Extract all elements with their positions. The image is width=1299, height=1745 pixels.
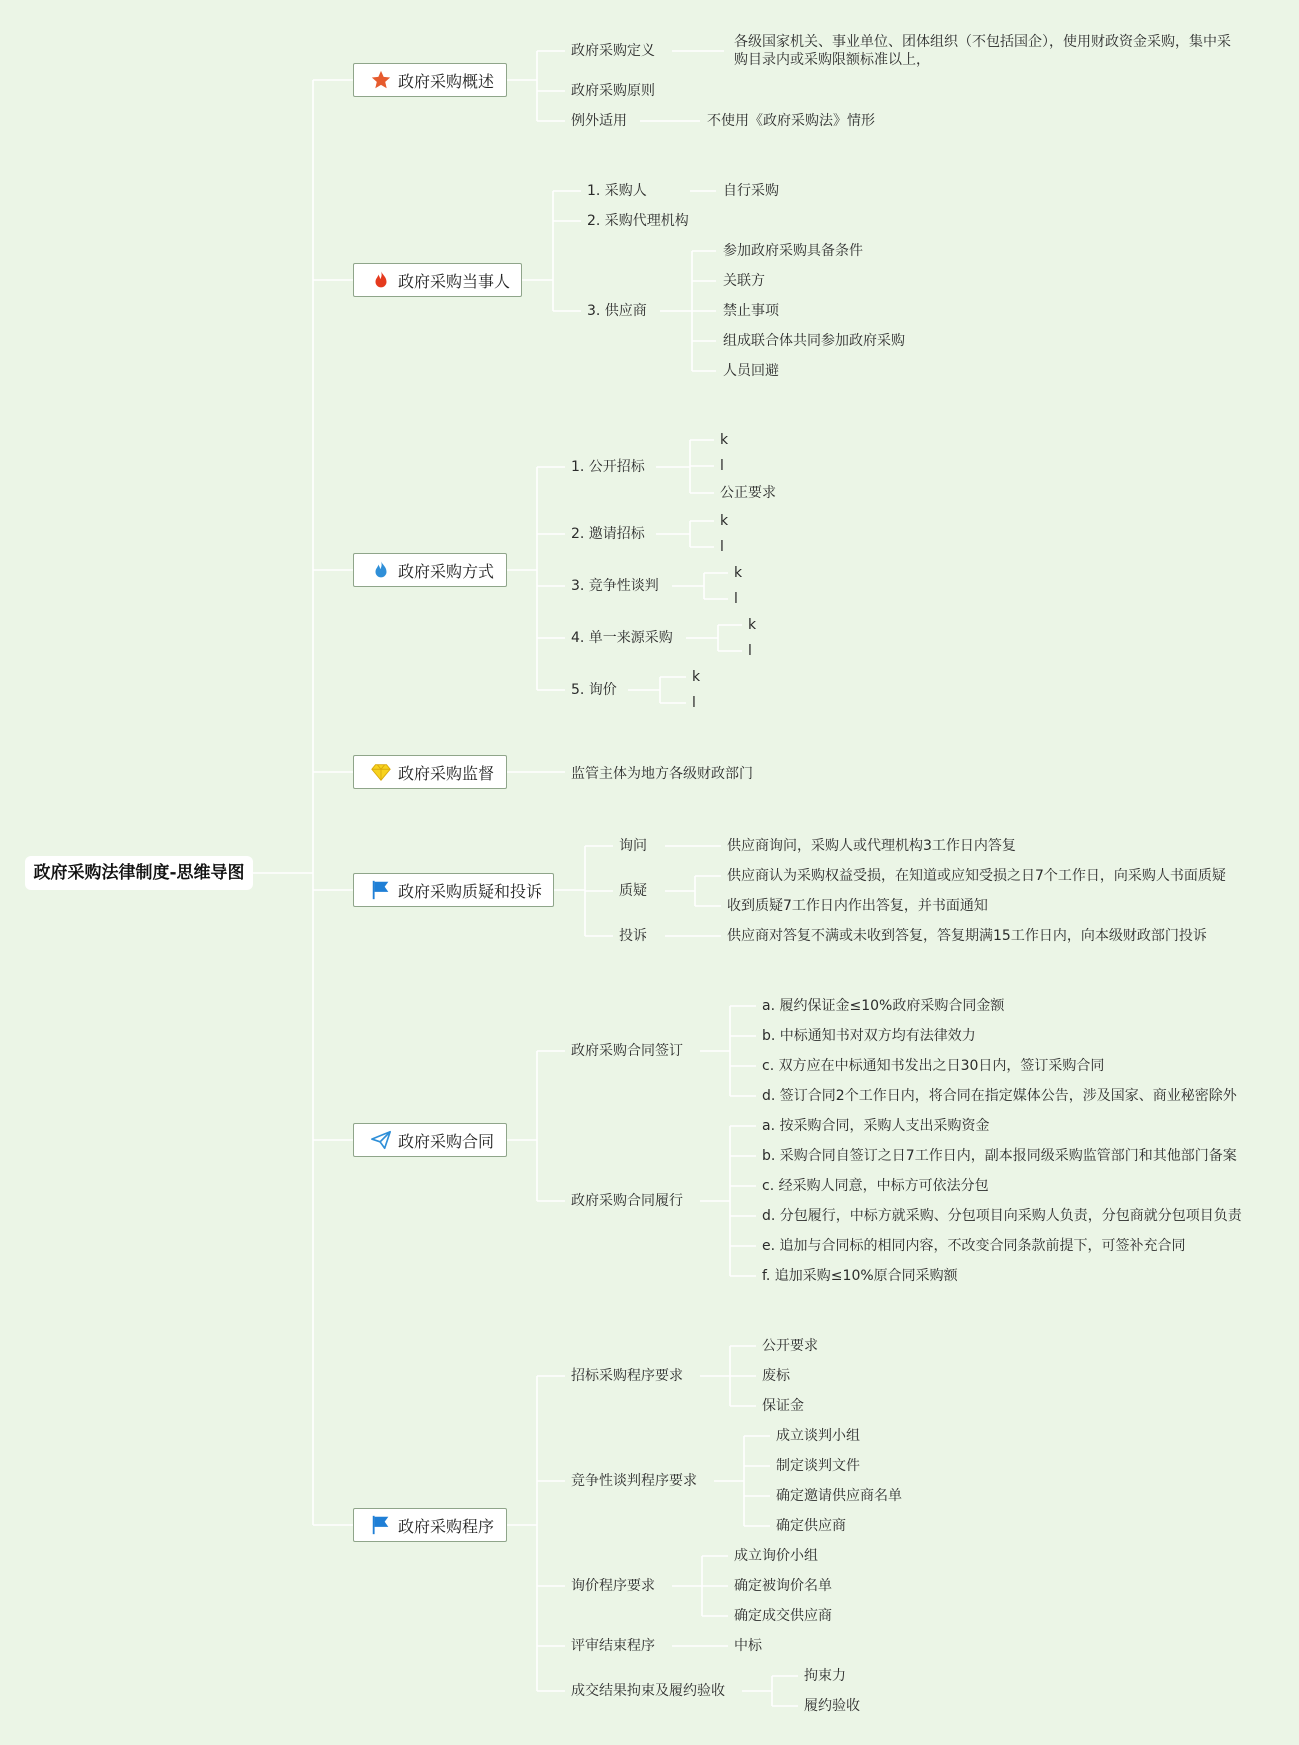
branch-label: 政府采购概述 [398, 71, 495, 91]
branch-label: 政府采购监督 [398, 763, 495, 783]
node-child[interactable]: 成立谈判小组 [776, 1428, 860, 1444]
node-label[interactable]: 投诉 [619, 928, 647, 944]
node-description[interactable]: 中标 [734, 1638, 762, 1654]
node-label[interactable]: 政府采购定义 [571, 43, 655, 59]
branch-label: 政府采购当事人 [398, 271, 511, 291]
node-child[interactable]: 供应商认为采购权益受损，在知道或应知受损之日7个工作日，向采购人书面质疑 [727, 868, 1226, 884]
node-child[interactable]: f. 追加采购≤10%原合同采购额 [762, 1268, 958, 1284]
node-child[interactable]: k [748, 617, 757, 633]
node-label[interactable]: 监管主体为地方各级财政部门 [571, 766, 753, 782]
node-child[interactable]: 确定供应商 [776, 1518, 846, 1534]
node-description[interactable]: 自行采购 [723, 183, 779, 199]
node-child[interactable]: 关联方 [723, 273, 765, 289]
node-label[interactable]: 1. 采购人 [587, 183, 647, 199]
node-child[interactable]: 确定邀请供应商名单 [776, 1488, 902, 1504]
node-child[interactable]: 人员回避 [723, 363, 779, 379]
flag-icon [370, 1514, 392, 1536]
node-child[interactable]: c. 双方应在中标通知书发出之日30日内，签订采购合同 [762, 1058, 1105, 1074]
node-description[interactable]: 不使用《政府采购法》情形 [707, 113, 875, 129]
branch-topic-complaints[interactable] [353, 873, 554, 907]
node-child[interactable]: k [734, 565, 743, 581]
node-child[interactable]: 制定谈判文件 [776, 1458, 860, 1474]
node-label[interactable]: 竞争性谈判程序要求 [571, 1473, 697, 1489]
node-child[interactable]: 禁止事项 [723, 303, 779, 319]
node-child[interactable]: 确定被询价名单 [734, 1578, 832, 1594]
node-description[interactable]: 各级国家机关、事业单位、团体组织（不包括国企），使用财政资金采购，集中采购目录内或采购限额标准以上， [734, 34, 1231, 68]
node-child[interactable]: 收到质疑7工作日内作出答复，并书面通知 [727, 898, 988, 914]
node-child[interactable]: l [734, 591, 738, 607]
node-child[interactable]: k [720, 432, 729, 448]
node-description[interactable]: 供应商询问，采购人或代理机构3工作日内答复 [727, 838, 1016, 854]
node-label[interactable]: 询问 [619, 838, 647, 854]
node-child[interactable]: d. 签订合同2个工作日内，将合同在指定媒体公告，涉及国家、商业秘密除外 [762, 1088, 1237, 1104]
branch-label: 政府采购程序 [398, 1516, 495, 1536]
branch-topic-overview[interactable] [353, 63, 507, 97]
node-child[interactable]: l [692, 695, 696, 711]
node-child[interactable]: 确定成交供应商 [734, 1608, 832, 1624]
branch-topic-contract[interactable] [353, 1123, 507, 1157]
node-child[interactable]: e. 追加与合同标的相同内容，不改变合同条款前提下，可签补充合同 [762, 1238, 1186, 1254]
node-label[interactable]: 询价程序要求 [571, 1578, 655, 1594]
paper-plane-icon [370, 1129, 392, 1151]
branch-topic-methods[interactable] [353, 553, 507, 587]
node-label[interactable]: 政府采购合同签订 [571, 1043, 683, 1059]
node-child[interactable]: 组成联合体共同参加政府采购 [723, 333, 905, 349]
star-icon [370, 69, 392, 91]
node-label[interactable]: 例外适用 [571, 113, 627, 129]
node-child[interactable]: l [748, 643, 752, 659]
node-label[interactable]: 3. 竞争性谈判 [571, 578, 659, 594]
node-label[interactable]: 3. 供应商 [587, 303, 647, 319]
node-label[interactable]: 4. 单一来源采购 [571, 630, 673, 646]
node-child[interactable]: 废标 [762, 1368, 790, 1384]
node-child[interactable]: l [720, 539, 724, 555]
branch-label: 政府采购质疑和投诉 [398, 881, 543, 901]
node-child[interactable]: 拘束力 [804, 1668, 846, 1684]
node-label[interactable]: 评审结束程序 [571, 1638, 655, 1654]
flame-blue-icon [370, 559, 392, 581]
node-label[interactable]: 质疑 [619, 883, 647, 899]
flag-icon [370, 879, 392, 901]
node-child[interactable]: 公正要求 [720, 485, 776, 501]
branch-label: 政府采购合同 [398, 1131, 495, 1151]
node-child[interactable]: b. 中标通知书对双方均有法律效力 [762, 1028, 976, 1044]
diamond-icon [370, 761, 392, 783]
branch-topic-procedure[interactable] [353, 1508, 507, 1542]
node-label[interactable]: 2. 采购代理机构 [587, 213, 689, 229]
node-child[interactable]: l [720, 458, 724, 474]
flame-red-icon [370, 269, 392, 291]
node-label[interactable]: 1. 公开招标 [571, 459, 645, 475]
node-child[interactable]: b. 采购合同自签订之日7工作日内，副本报同级采购监管部门和其他部门备案 [762, 1148, 1237, 1164]
node-label[interactable]: 成交结果拘束及履约验收 [571, 1683, 725, 1699]
node-child[interactable]: 保证金 [762, 1398, 804, 1414]
node-label[interactable]: 2. 邀请招标 [571, 526, 645, 542]
branch-topic-parties[interactable] [353, 263, 522, 297]
node-child[interactable]: a. 按采购合同，采购人支出采购资金 [762, 1118, 990, 1134]
node-description[interactable]: 供应商对答复不满或未收到答复，答复期满15工作日内，向本级财政部门投诉 [727, 928, 1207, 944]
node-label[interactable]: 政府采购合同履行 [571, 1193, 683, 1209]
node-child[interactable]: 成立询价小组 [734, 1548, 818, 1564]
node-child[interactable]: c. 经采购人同意，中标方可依法分包 [762, 1178, 989, 1194]
node-label[interactable]: 5. 询价 [571, 682, 617, 698]
node-child[interactable]: d. 分包履行，中标方就采购、分包项目向采购人负责，分包商就分包项目负责 [762, 1208, 1242, 1224]
branch-topic-supervision[interactable] [353, 755, 507, 789]
node-child[interactable]: k [720, 513, 729, 529]
branch-label: 政府采购方式 [398, 561, 495, 581]
node-child[interactable]: a. 履约保证金≤10%政府采购合同金额 [762, 998, 1005, 1014]
node-label[interactable]: 招标采购程序要求 [571, 1368, 683, 1384]
node-child[interactable]: 公开要求 [762, 1338, 818, 1354]
root-topic[interactable]: 政府采购法律制度-思维导图 [25, 856, 253, 890]
node-child[interactable]: 参加政府采购具备条件 [723, 243, 863, 259]
node-child[interactable]: k [692, 669, 701, 685]
node-label[interactable]: 政府采购原则 [571, 83, 655, 99]
node-child[interactable]: 履约验收 [804, 1698, 860, 1714]
